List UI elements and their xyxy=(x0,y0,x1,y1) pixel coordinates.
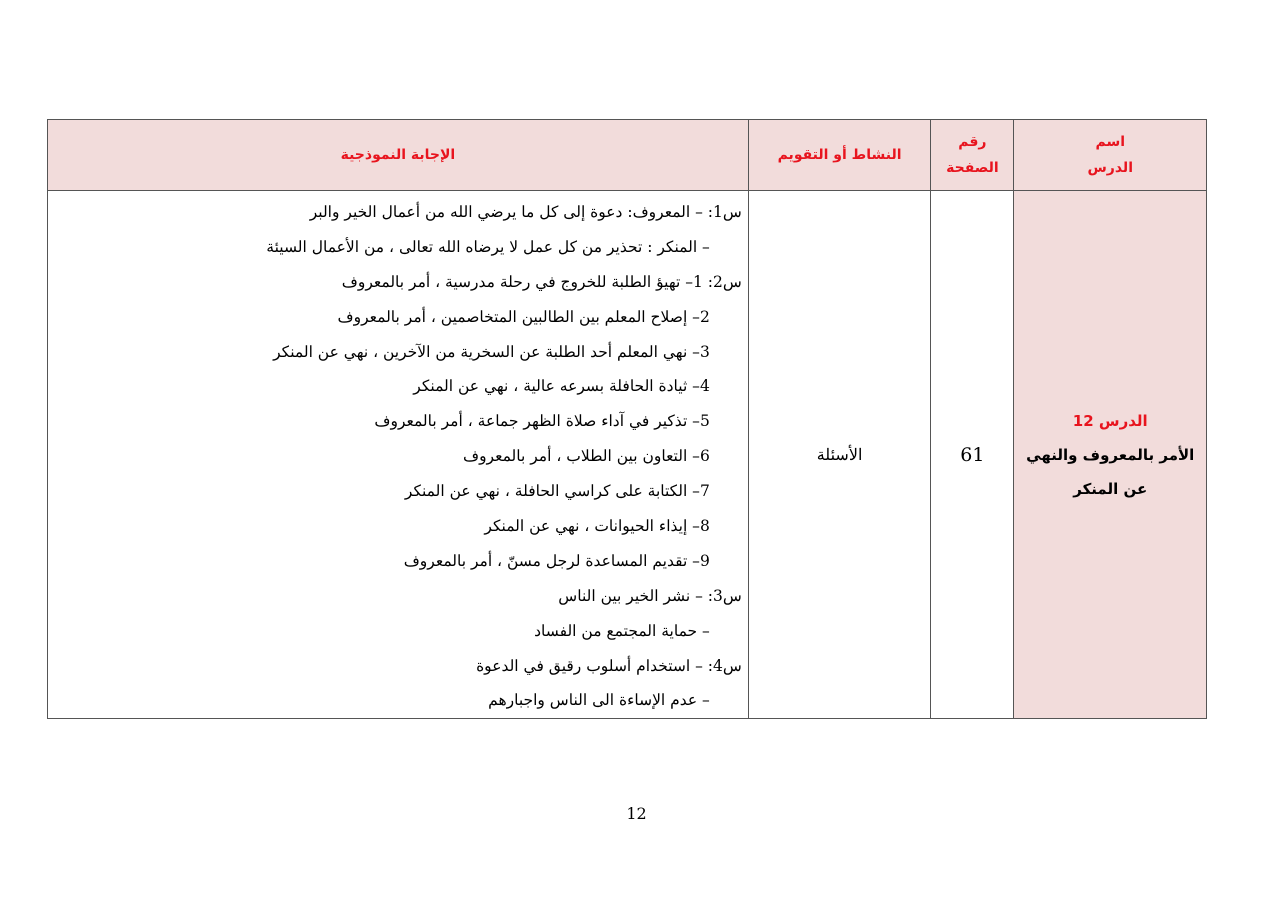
answer-line: س2: 1– تهيؤ الطلبة للخروج في رحلة مدرسية ، أمر بالمعروف xyxy=(341,272,742,291)
answer-line: 3– نهي المعلم أحد الطلبة عن السخرية من الآخرين ، نهي عن المنكر xyxy=(273,342,710,361)
lesson-number: الدرس 12 xyxy=(1072,411,1148,430)
answer-line: 2– إصلاح المعلم بين الطالبين المتخاصمين ، أمر بالمعروف xyxy=(337,307,710,326)
answer-line: – المنكر : تحذير من كل عمل لا يرضاه الله تعالى ، من الأعمال السيئة xyxy=(266,237,710,256)
answer-line: س4: – استخدام أسلوب رقيق في الدعوة xyxy=(476,656,742,675)
model-answers-cell xyxy=(48,191,749,719)
answer-line: 6– التعاون بين الطلاب ، أمر بالمعروف xyxy=(463,447,710,466)
answer-line: 9– تقديم المساعدة لرجل مسنّ ، أمر بالمعروف xyxy=(403,551,710,570)
header-page xyxy=(931,120,1014,191)
table-row xyxy=(48,191,1207,719)
header-lesson-line1: اسم xyxy=(1095,134,1126,150)
answer-line: 4– ثيادة الحافلة بسرعه عالية ، نهي عن المنكر xyxy=(413,377,710,396)
page-number-cell xyxy=(931,191,1014,719)
answer-line: 5– تذكير في آداء صلاة الظهر جماعة ، أمر بالمعروف xyxy=(374,412,710,431)
answer-line: س3: – نشر الخير بين الناس xyxy=(558,586,742,605)
header-model-answer-label: الإجابة النموذجية xyxy=(340,147,456,163)
model-answers-list xyxy=(48,191,748,718)
header-activity xyxy=(748,120,930,191)
header-lesson xyxy=(1014,120,1207,191)
header-page-line2: الصفحة xyxy=(946,160,999,176)
answer-line: س1: – المعروف: دعوة إلى كل ما يرضي الله من أعمال الخير والبر xyxy=(309,203,742,221)
header-model-answer xyxy=(48,120,749,191)
table-header-row xyxy=(48,120,1207,191)
lesson-title: الأمر بالمعروف والنهي عن المنكر xyxy=(1026,445,1195,498)
header-activity-label: النشاط أو التقويم xyxy=(777,147,902,163)
header-page-line1: رقم xyxy=(958,134,987,150)
answer-line: – حماية المجتمع من الفساد xyxy=(534,621,710,640)
activity-cell xyxy=(748,191,930,719)
page-number-text: 61 xyxy=(960,443,985,466)
activity-text: الأسئلة xyxy=(816,445,863,465)
lesson-table xyxy=(47,119,1207,719)
footer-page-number: 12 xyxy=(626,804,647,823)
header-lesson-line2: الدرس xyxy=(1087,160,1133,176)
answer-line: – عدم الإساءة الى الناس واجبارهم xyxy=(488,691,710,710)
lesson-name-cell xyxy=(1014,191,1207,719)
answer-line: 7– الكتابة على كراسي الحافلة ، نهي عن المنكر xyxy=(404,482,710,501)
answer-line: 8– إيذاء الحيوانات ، نهي عن المنكر xyxy=(484,517,710,536)
